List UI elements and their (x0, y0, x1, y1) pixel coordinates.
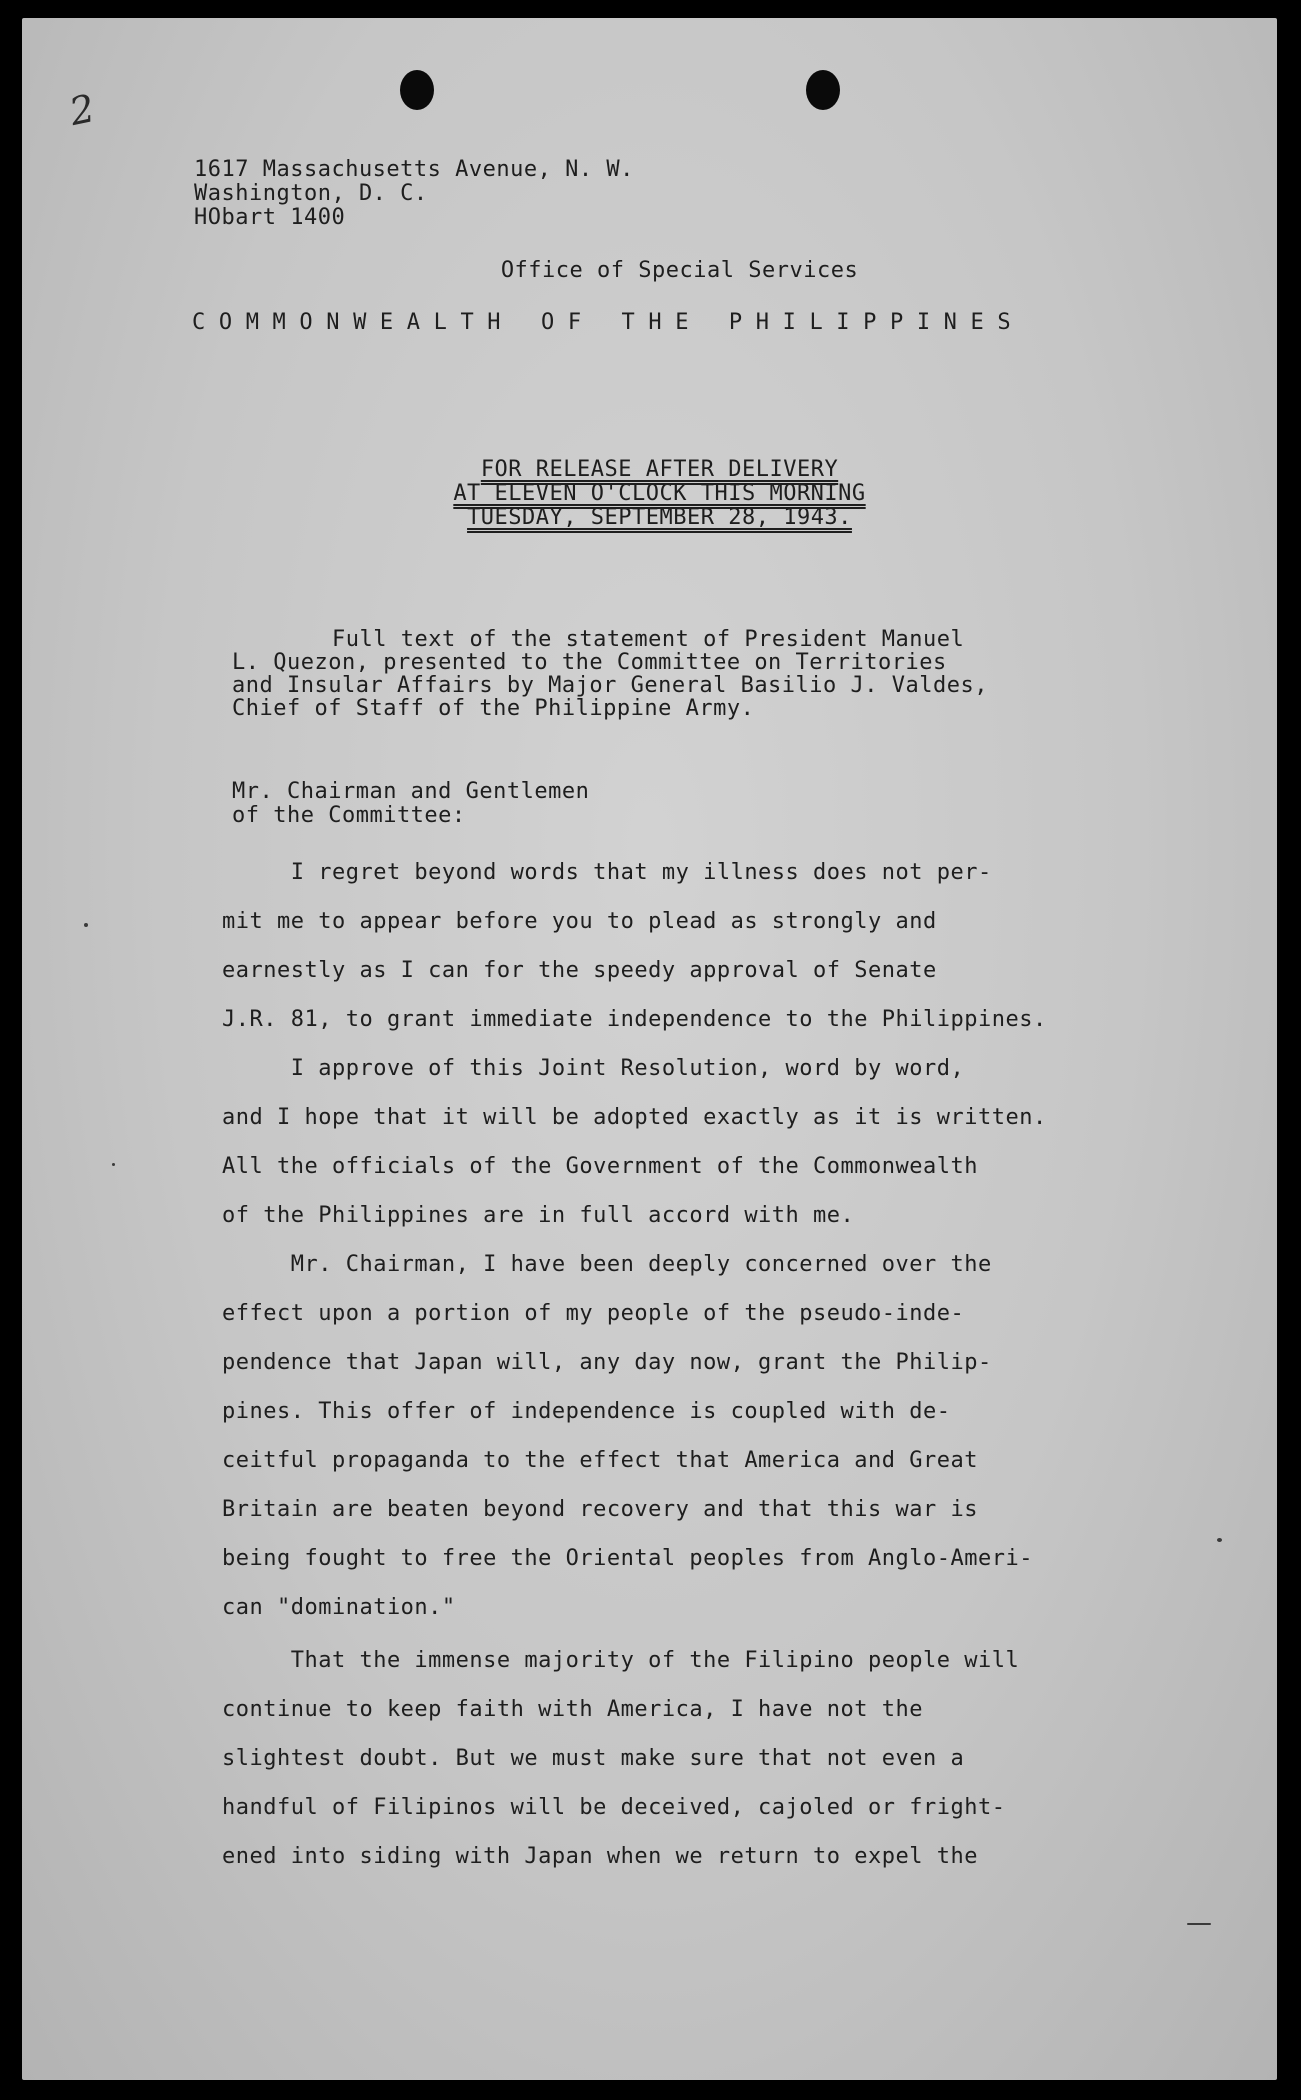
body-line: of the Philippines are in full accord with me. (222, 1203, 855, 1228)
salutation-line-2: of the Committee: (232, 803, 466, 828)
body-line: That the immense majority of the Filipino people will (222, 1648, 1020, 1673)
margin-page-mark: 2 (65, 85, 99, 135)
speck-3 (112, 1163, 115, 1166)
speck-1 (84, 923, 88, 927)
release-line-1: FOR RELEASE AFTER DELIVERY (480, 457, 839, 482)
body-line: I regret beyond words that my illness does not per- (222, 860, 992, 885)
body-line: All the officials of the Government of the Commonwealth (222, 1154, 978, 1179)
salutation-line-1: Mr. Chairman and Gentlemen (232, 779, 590, 804)
release-line-2: AT ELEVEN O'CLOCK THIS MORNING (453, 481, 866, 506)
punch-hole-left (400, 70, 434, 110)
body-line: pines. This offer of independence is coupled with de- (222, 1399, 951, 1424)
address-phone: HObart 1400 (194, 205, 346, 230)
body-line: can "domination." (222, 1595, 456, 1620)
body-line: effect upon a portion of my people of the pseudo-inde- (222, 1301, 965, 1326)
body-line: earnestly as I can for the speedy approval of Senate (222, 958, 937, 983)
body-line: and I hope that it will be adopted exactly as it is written. (222, 1105, 1047, 1130)
body-line: ened into siding with Japan when we return to expel the (222, 1844, 978, 1869)
body-line: being fought to free the Oriental peoples from Anglo-Ameri- (222, 1546, 1033, 1571)
address-street: 1617 Massachusetts Avenue, N. W. (194, 157, 634, 182)
intro-line-3: and Insular Affairs by Major General Basilio J. Valdes, (232, 673, 988, 698)
salutation (232, 780, 589, 828)
speck-4 (1187, 1923, 1211, 1925)
speck-2 (1217, 1538, 1222, 1542)
body-line: handful of Filipinos will be deceived, cajoled or fright- (222, 1795, 1006, 1820)
body-line: slightest doubt. But we must make sure that not even a (222, 1746, 965, 1771)
body-line: I approve of this Joint Resolution, word by word, (222, 1056, 965, 1081)
body-line: pendence that Japan will, any day now, grant the Philip- (222, 1350, 992, 1375)
release-line-3: TUESDAY, SEPTEMBER 28, 1943. (467, 505, 852, 530)
office-title: Office of Special Services (500, 258, 859, 283)
letterhead-address (194, 158, 634, 230)
body-line: J.R. 81, to grant immediate independence to the Philippines. (222, 1007, 1047, 1032)
punch-hole-right (806, 70, 840, 110)
body-line: ceitful propaganda to the effect that America and Great (222, 1448, 978, 1473)
body-line: mit me to appear before you to plead as strongly and (222, 909, 937, 934)
statement-body (222, 848, 1182, 1881)
body-line: Mr. Chairman, I have been deeply concerned over the (222, 1252, 992, 1277)
document-page (22, 18, 1277, 2080)
body-line: continue to keep faith with America, I have not the (222, 1697, 924, 1722)
intro-paragraph (232, 628, 1162, 720)
intro-line-4: Chief of Staff of the Philippine Army. (232, 696, 755, 721)
release-notice (22, 458, 1277, 530)
commonwealth-heading: COMMONWEALTH OF THE PHILIPPINES (192, 310, 1025, 335)
address-city: Washington, D. C. (194, 181, 428, 206)
intro-line-1: Full text of the statement of President Manuel (332, 627, 965, 652)
body-line: Britain are beaten beyond recovery and that this war is (222, 1497, 978, 1522)
intro-line-2: L. Quezon, presented to the Committee on Territories (232, 650, 947, 675)
